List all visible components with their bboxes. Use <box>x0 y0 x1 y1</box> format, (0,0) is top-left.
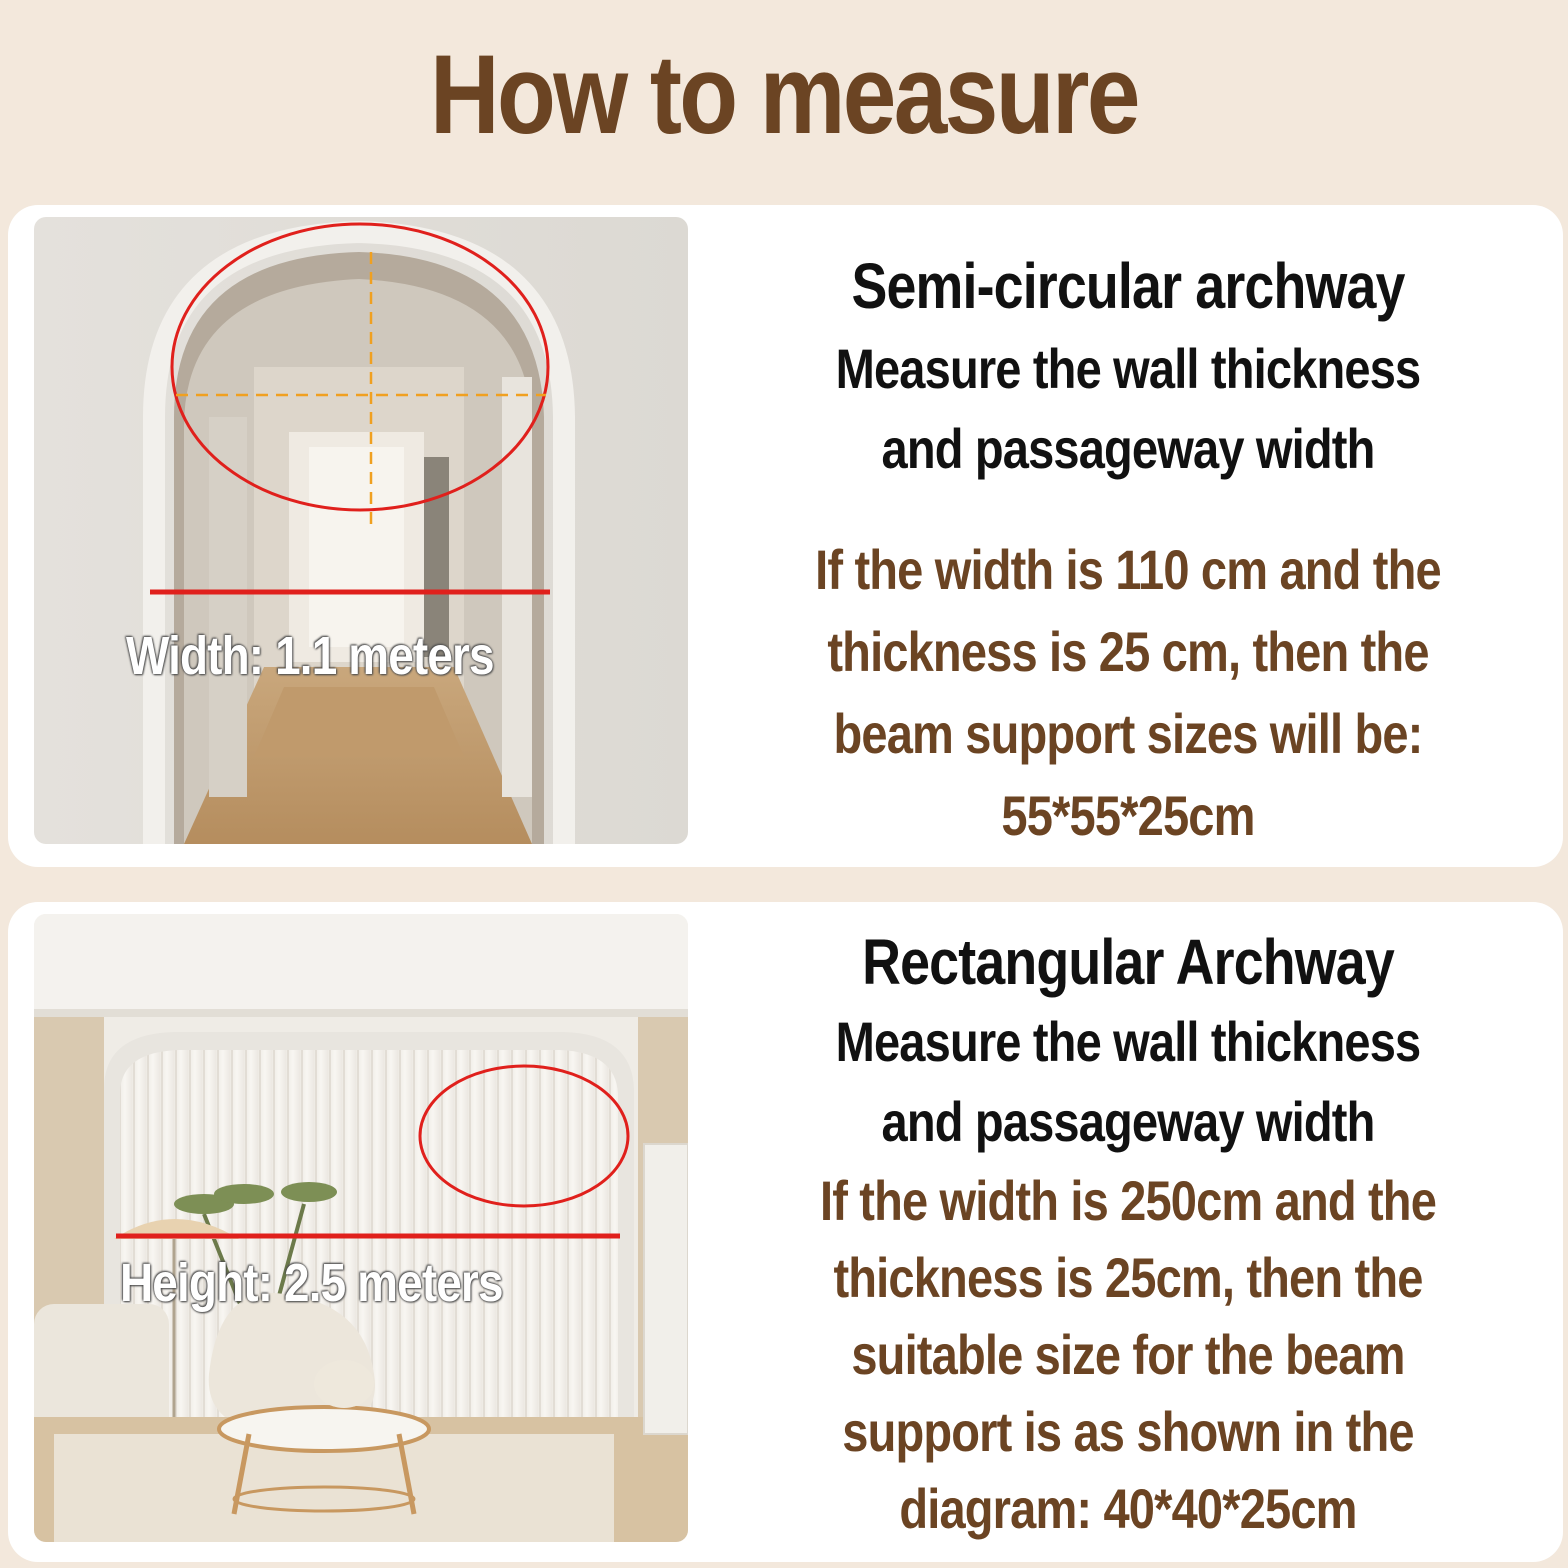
section-card-rectangular <box>8 902 1563 1562</box>
description-line: thickness is 25 cm, then the <box>827 620 1429 683</box>
description-line: thickness is 25cm, then the <box>833 1246 1423 1309</box>
description-line: 55*55*25cm <box>1001 784 1255 847</box>
instruction-line: and passageway width <box>881 1090 1375 1153</box>
archway-photo-semicircular <box>34 217 688 844</box>
description-line: If the width is 250cm and the <box>819 1169 1437 1232</box>
width-caption: Width: 1.1 meters <box>126 626 494 686</box>
page-title: How to measure <box>430 32 1138 157</box>
description-line: support is as shown in the <box>842 1400 1414 1463</box>
measure-instruction <box>728 329 1528 489</box>
instruction-line: and passageway width <box>881 417 1375 480</box>
instruction-line: Measure the wall thickness <box>835 1010 1421 1073</box>
section-card-semicircular <box>8 205 1563 867</box>
description-line: beam support sizes will be: <box>833 702 1423 765</box>
section-heading: Semi-circular archway <box>851 250 1405 322</box>
section-heading: Rectangular Archway <box>862 926 1394 998</box>
text-column-rectangular <box>728 902 1528 1547</box>
example-description <box>728 1162 1528 1547</box>
description-line: suitable size for the beam <box>851 1323 1405 1386</box>
archway-photo-rectangular <box>34 914 688 1542</box>
description-line: diagram: 40*40*25cm <box>899 1477 1357 1540</box>
example-description <box>728 529 1528 857</box>
height-caption: Height: 2.5 meters <box>120 1253 503 1313</box>
rectangular-arch-illustration <box>34 914 688 1542</box>
measure-instruction <box>728 1002 1528 1162</box>
instruction-line: Measure the wall thickness <box>835 337 1421 400</box>
semicircular-arch-illustration <box>34 217 688 844</box>
description-line: If the width is 110 cm and the <box>815 538 1441 601</box>
text-column-semicircular <box>728 205 1528 857</box>
